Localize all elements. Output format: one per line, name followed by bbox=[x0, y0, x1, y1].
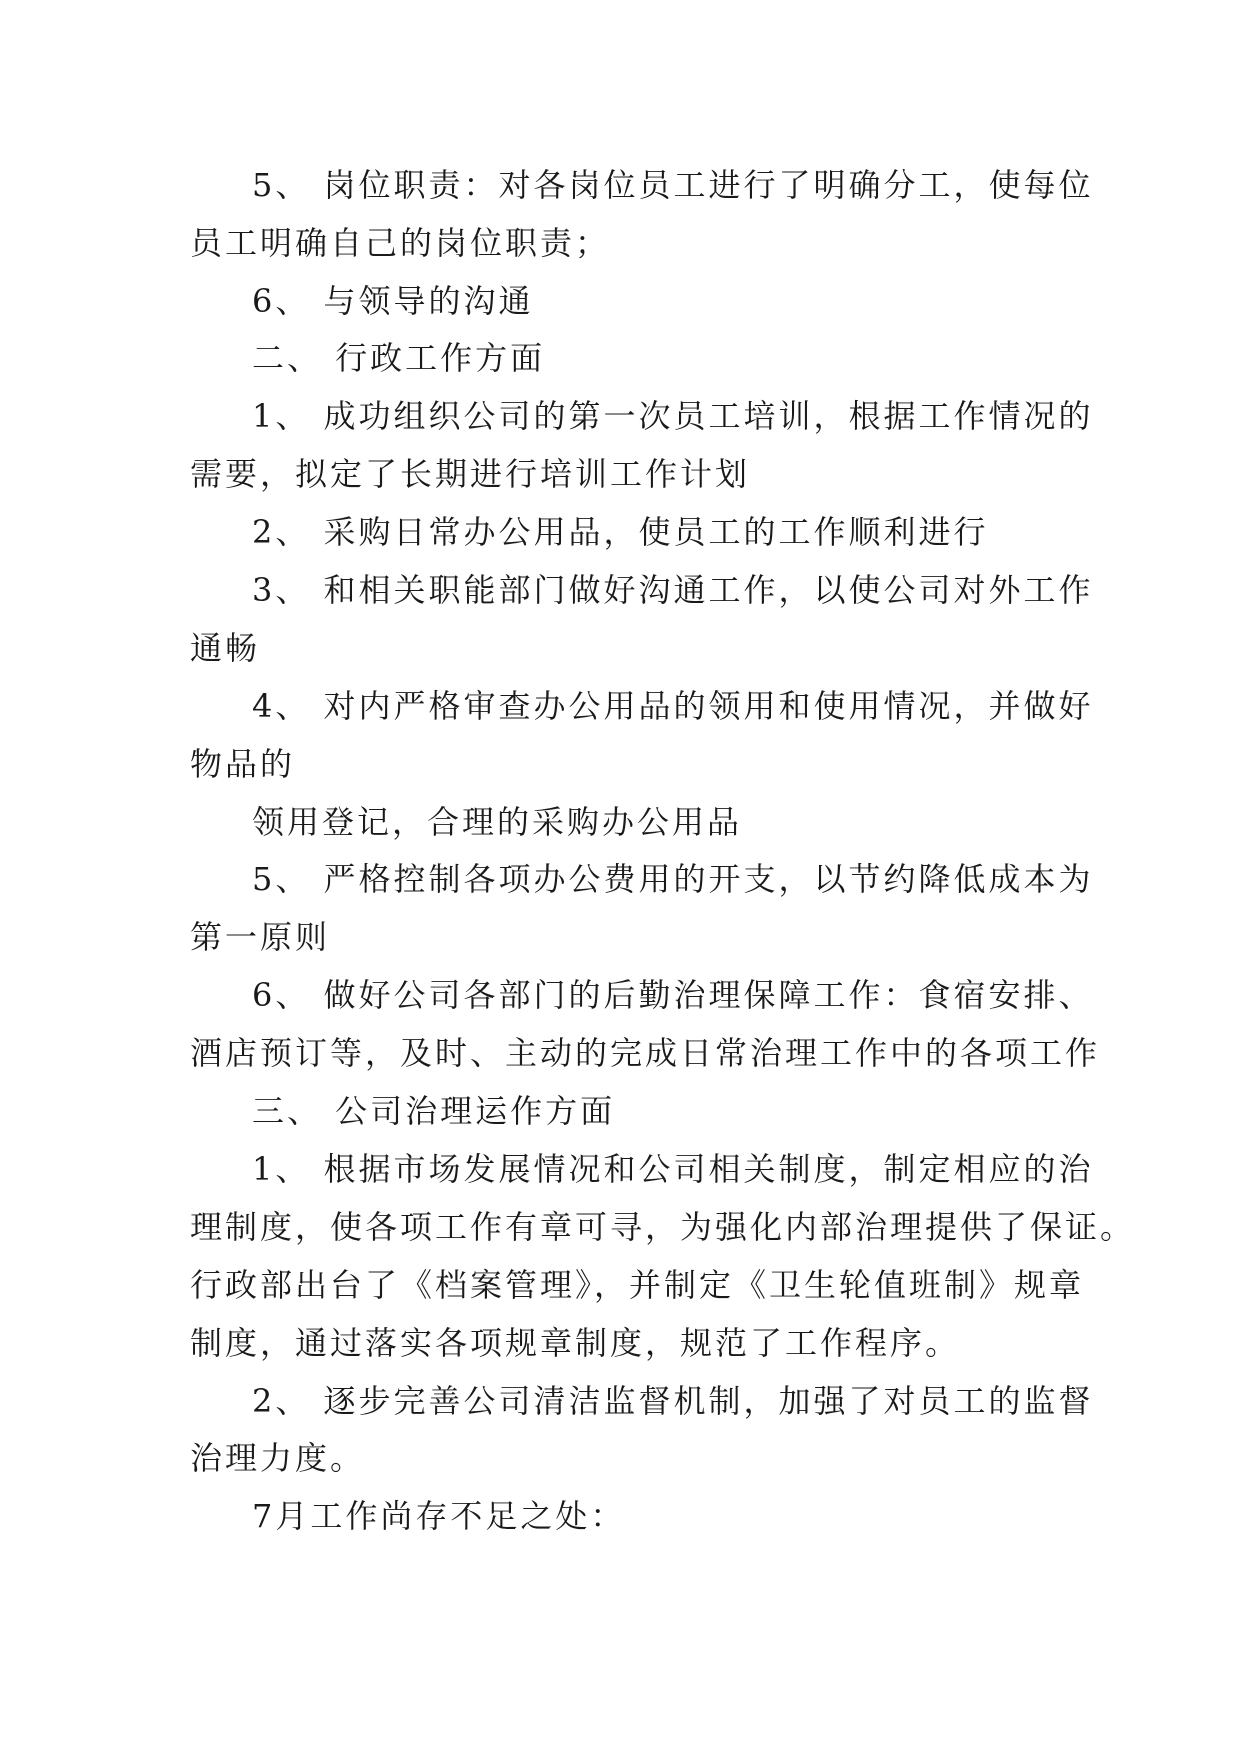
paragraph-line: 2、 采购日常办公用品，使员工的工作顺利进行 bbox=[252, 513, 989, 551]
paragraph-line: 7月工作尚存不足之处： bbox=[252, 1497, 626, 1535]
paragraph-line: 1、 成功组织公司的第一次员工培训，根据工作情况的 bbox=[252, 397, 1094, 435]
paragraph-line: 通畅 bbox=[190, 629, 261, 667]
paragraph-line: 5、 严格控制各项办公费用的开支，以节约降低成本为 bbox=[252, 860, 1094, 898]
paragraph-line: 第一原则 bbox=[190, 918, 331, 956]
paragraph-line: 领用登记，合理的采购办公用品 bbox=[252, 803, 743, 841]
paragraph-line: 行政部出台了《档案管理》，并制定《卫生轮值班制》规章 bbox=[190, 1266, 1085, 1304]
paragraph-line: 2、 逐步完善公司清洁监督机制，加强了对员工的监督 bbox=[252, 1382, 1094, 1420]
paragraph-line: 治理力度。 bbox=[190, 1439, 366, 1477]
paragraph-line: 需要，拟定了长期进行培训工作计划 bbox=[190, 455, 751, 493]
paragraph-line: 4、 对内严格审查办公用品的领用和使用情况，并做好 bbox=[252, 687, 1094, 725]
paragraph-line: 5、 岗位职责：对各岗位员工进行了明确分工，使每位 bbox=[252, 166, 1094, 204]
paragraph-line: 6、 与领导的沟通 bbox=[252, 282, 534, 320]
paragraph-line: 理制度，使各项工作有章可寻，为强化内部治理提供了保证。 bbox=[190, 1208, 1136, 1246]
paragraph-line: 3、 和相关职能部门做好沟通工作，以使公司对外工作 bbox=[252, 571, 1094, 609]
paragraph-line: 员工明确自己的岗位职责； bbox=[190, 224, 611, 262]
paragraph-line: 6、 做好公司各部门的后勤治理保障工作：食宿安排、 bbox=[252, 976, 1094, 1014]
section-heading: 三、 公司治理运作方面 bbox=[252, 1092, 616, 1130]
section-heading: 二、 行政工作方面 bbox=[252, 339, 546, 377]
paragraph-line: 1、 根据市场发展情况和公司相关制度，制定相应的治 bbox=[252, 1150, 1094, 1188]
paragraph-line: 酒店预订等，及时、主动的完成日常治理工作中的各项工作 bbox=[190, 1034, 1101, 1072]
paragraph-line: 物品的 bbox=[190, 745, 296, 783]
paragraph-line: 制度，通过落实各项规章制度，规范了工作程序。 bbox=[190, 1324, 961, 1362]
